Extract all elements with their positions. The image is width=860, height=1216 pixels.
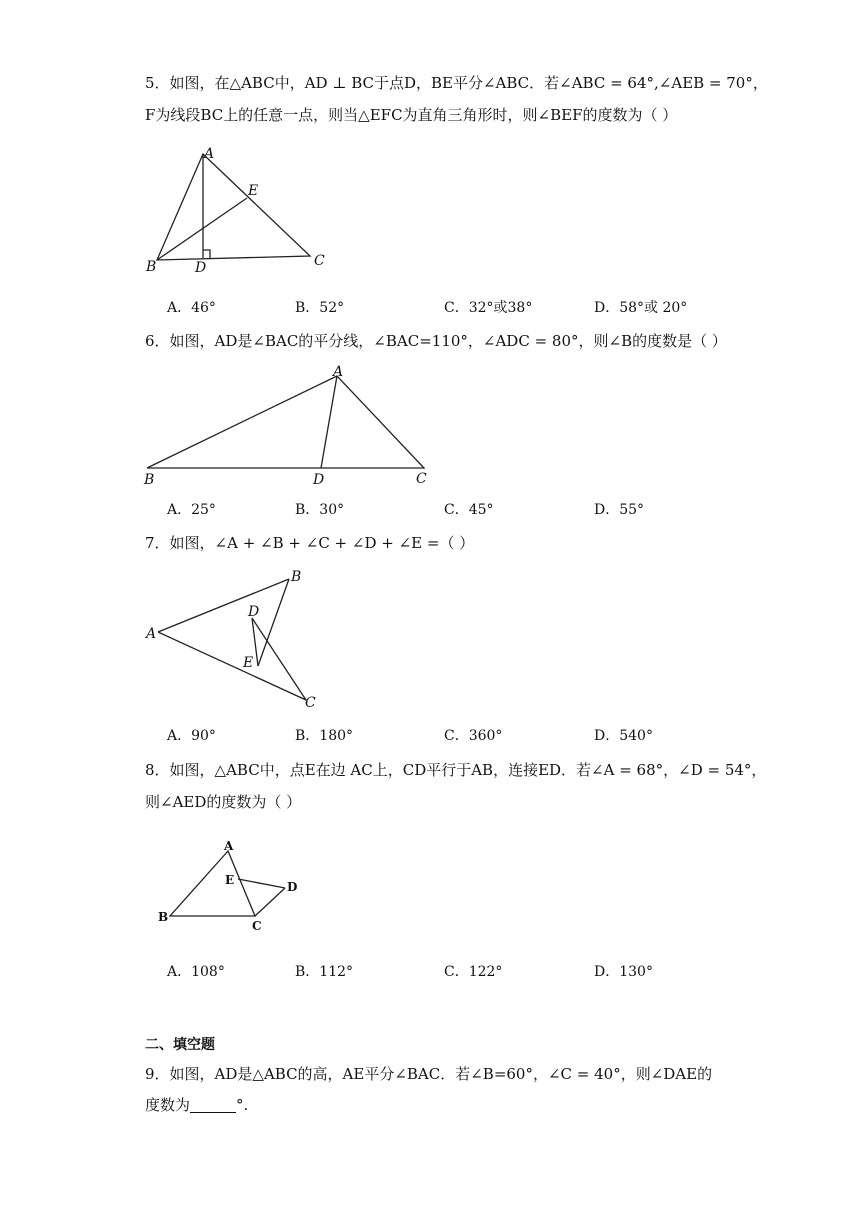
q8-stem-line1: 8．如图，△ABC中，点E在边 AC上，CD平行于AB，连接ED．若∠A = 68°，∠D = 54°， <box>145 761 767 779</box>
q6-triangle-abc <box>147 376 424 468</box>
q6-label-c: C <box>416 471 427 487</box>
q6-option-a[interactable]: A．25° <box>167 502 216 518</box>
q6-option-d[interactable]: D．55° <box>594 502 645 518</box>
q9-stem-line1: 9．如图，AD是△ABC的高，AE平分∠BAC．若∠B=60°，∠C = 40°，则∠DAE的 <box>145 1065 713 1083</box>
q8-option-a[interactable]: A．108° <box>167 964 225 980</box>
q5-figure <box>140 140 340 280</box>
q8-option-d[interactable]: D．130° <box>594 964 653 980</box>
q7-label-b: B <box>291 569 302 585</box>
q8-label-b: B <box>158 910 169 924</box>
q5-label-a: A <box>204 146 215 162</box>
q5-right-angle-mark <box>203 250 210 258</box>
q7-label-a: A <box>146 626 157 642</box>
q5-label-e: E <box>248 183 259 199</box>
q8-label-a: A <box>224 839 234 853</box>
q9-stem-prefix: 度数为 <box>145 1096 191 1114</box>
q9-stem-line2 <box>145 1094 248 1116</box>
q5-stem-line2: F为线段BC上的任意一点，则当△EFC为直角三角形时，则∠BEF的度数为（ ） <box>145 106 678 124</box>
q8-segment-ed <box>238 879 285 888</box>
q7-label-c: C <box>305 695 316 711</box>
q7-option-b[interactable]: B．180° <box>295 728 354 744</box>
q6-stem-line1: 6．如图，AD是∠BAC的平分线，∠BAC=110°，∠ADC = 80°，则∠B的度数是（ ） <box>145 332 727 350</box>
q6-bisector-ad <box>321 376 337 468</box>
q5-option-c[interactable]: C．32°或38° <box>444 300 533 316</box>
q7-segment-be <box>258 579 289 666</box>
q7-label-d: D <box>248 604 260 620</box>
q9-stem-suffix: °. <box>236 1096 249 1114</box>
q8-option-b[interactable]: B．112° <box>295 964 354 980</box>
q5-label-c: C <box>314 253 325 269</box>
q7-figure <box>140 564 340 714</box>
q5-option-a[interactable]: A．46° <box>167 300 216 316</box>
q6-figure <box>140 362 440 492</box>
q6-label-b: B <box>144 472 155 488</box>
q5-stem-line1: 5．如图，在△ABC中，AD ⊥ BC于点D，BE平分∠ABC．若∠ABC = 64°,∠AEB = 70°， <box>145 74 768 92</box>
q7-option-a[interactable]: A．90° <box>167 728 216 744</box>
q8-triangle-abc <box>170 851 255 916</box>
q8-segment-cd <box>255 888 285 916</box>
q8-option-c[interactable]: C．122° <box>444 964 503 980</box>
section-title-fill-in: 二、填空题 <box>145 1037 215 1053</box>
q8-label-e: E <box>225 873 235 887</box>
q7-segment-ab <box>158 579 289 632</box>
q5-label-d: D <box>195 260 207 276</box>
q6-option-c[interactable]: C．45° <box>444 502 494 518</box>
q6-option-b[interactable]: B．30° <box>295 502 345 518</box>
q7-label-e: E <box>243 655 254 671</box>
q6-label-a: A <box>333 364 344 380</box>
q9-answer-blank[interactable] <box>190 1096 236 1113</box>
q8-label-d: D <box>287 880 298 894</box>
q7-option-d[interactable]: D．540° <box>594 728 653 744</box>
q8-label-c: C <box>252 919 262 933</box>
q8-figure <box>150 836 320 936</box>
q5-option-b[interactable]: B．52° <box>295 300 345 316</box>
q6-label-d: D <box>313 472 325 488</box>
q5-label-b: B <box>146 259 157 275</box>
q5-option-d[interactable]: D．58°或 20° <box>594 300 688 316</box>
q7-stem-line1: 7．如图，∠A + ∠B + ∠C + ∠D + ∠E =（ ） <box>145 534 475 552</box>
q7-option-c[interactable]: C．360° <box>444 728 503 744</box>
q8-stem-line2: 则∠AED的度数为（ ） <box>145 793 302 811</box>
